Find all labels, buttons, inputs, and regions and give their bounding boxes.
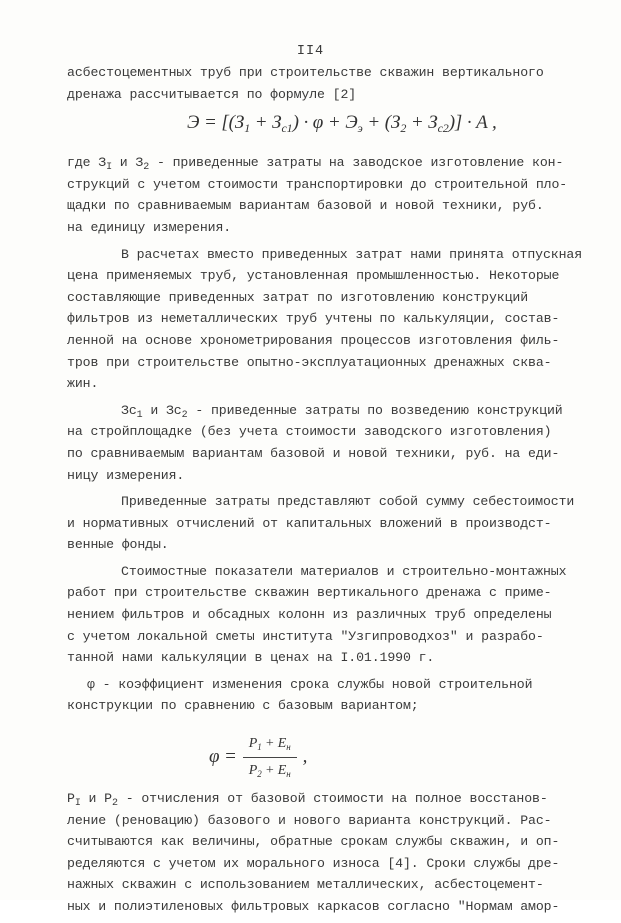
paragraph <box>67 788 572 918</box>
text-run: ление (реновацию) базового и нового варианта конструкций. Рас- <box>67 812 552 828</box>
cost-formula <box>67 110 572 152</box>
text-line <box>67 62 572 84</box>
text-line <box>67 84 572 106</box>
text-line <box>67 244 583 266</box>
text-run: тров при строительстве опытно-эксплуатационных дренажных сква- <box>67 354 552 370</box>
subscript: I <box>74 798 81 810</box>
text-run: цена применяемых труб, установленная промышленностью. Некоторые <box>67 268 560 284</box>
text-line <box>67 352 572 374</box>
subscript: I <box>106 162 112 174</box>
text-line <box>67 400 572 422</box>
text-line <box>67 788 572 810</box>
paragraph <box>67 491 575 556</box>
text-line <box>67 626 572 648</box>
formula-tail: , <box>302 746 308 768</box>
document-body <box>67 62 583 923</box>
text-line <box>67 308 572 330</box>
paragraph <box>67 152 572 238</box>
subscript: 2 <box>143 162 150 174</box>
subscript: c2 <box>437 121 449 136</box>
subscript: 1 <box>244 121 251 136</box>
subscript: н <box>286 741 291 752</box>
text-line <box>67 443 572 465</box>
text-line <box>67 195 572 217</box>
text-run: фильтров из неметаллических труб учтены по калькуляции, состав- <box>67 311 560 327</box>
text-run: P <box>248 762 258 778</box>
text-line <box>67 810 572 832</box>
text-run: на единицу измерения. <box>67 219 232 235</box>
text-line <box>67 491 575 513</box>
text-run: - приведенные затраты на заводское изготовление кон- <box>149 155 564 171</box>
text-run: асбестоцементных труб при строительстве скважин вертикального <box>67 65 544 80</box>
paragraph <box>67 62 572 105</box>
text-run: нажных скважин с использованием металлических, асбестоцемент- <box>67 877 544 893</box>
text-line <box>67 465 572 487</box>
fraction-denominator <box>243 758 297 782</box>
text-run: на стройплощадке (без учета стоимости заводского изготовления) <box>67 424 552 440</box>
text-run: φ - коэффициент изменения срока службы новой строительной <box>87 676 533 692</box>
text-run: + З <box>406 112 438 134</box>
text-run: ленной на основе хронометрирования процессов изготовления филь- <box>67 332 560 348</box>
text-line <box>67 896 572 918</box>
text-line <box>67 287 572 309</box>
text-run: ных и полиэтиленовых фильтровых каркасов согласно "Нормам амор- <box>67 899 560 914</box>
subscript: c1 <box>281 121 293 136</box>
text-line <box>67 534 572 556</box>
text-line <box>67 174 572 196</box>
text-line <box>67 582 572 604</box>
text-run: ределяются с учетом их морального износа [4]. Сроки службы дре- <box>67 855 560 871</box>
text-run: и P <box>80 791 112 807</box>
formula-lhs: φ = <box>209 746 237 768</box>
text-run: считываются как величины, обратные срокам службы скважин, и оп- <box>67 834 560 850</box>
text-run: конструкции по сравнению с базовым вариантом; <box>67 698 419 714</box>
page-number: II4 <box>296 44 325 59</box>
text-run: по сравниваемым вариантам базовой и новой техники, руб. на еди- <box>67 445 560 461</box>
text-line <box>67 674 572 696</box>
text-run: и З <box>111 155 144 171</box>
text-line <box>67 330 572 352</box>
text-run: танной нами калькуляции в ценах на I.01.1990 г. <box>67 650 435 666</box>
text-line <box>67 373 572 395</box>
paragraph-gap <box>67 918 572 923</box>
subscript: э <box>357 121 363 136</box>
text-run: )] · A , <box>448 112 497 134</box>
subscript: н <box>286 768 291 779</box>
text-run: и нормативных отчислений от капитальных вложений в производст- <box>67 515 552 531</box>
fraction-numerator <box>243 733 297 758</box>
text-run: В расчетах вместо приведенных затрат нами принята отпускная <box>121 246 583 262</box>
text-line <box>67 604 572 626</box>
text-run: P <box>67 791 75 807</box>
text-line <box>67 513 572 535</box>
text-line <box>67 831 572 853</box>
subscript: 1 <box>257 741 262 752</box>
text-line <box>67 561 572 583</box>
text-run: + З <box>250 112 282 134</box>
paragraph-gap <box>67 717 572 722</box>
text-run: Приведенные затраты представляют собой сумму себестоимости <box>121 494 575 510</box>
subscript: 1 <box>136 409 143 421</box>
text-run: и Зс <box>142 402 182 418</box>
text-line <box>67 265 572 287</box>
text-line <box>67 853 572 875</box>
text-run: + E <box>261 735 287 751</box>
text-run: работ при строительстве скважин вертикального дренажа с приме- <box>67 585 552 601</box>
text-line <box>67 695 572 717</box>
paragraph <box>67 561 572 669</box>
text-run: щадки по сравниваемым вариантам базовой и новой техники, руб. <box>67 198 544 214</box>
text-line <box>67 647 572 669</box>
text-run: дренажа рассчитывается по формуле [2] <box>67 86 357 102</box>
phi-formula <box>67 726 572 788</box>
text-run: ницу измерения. <box>67 467 185 483</box>
text-run: - приведенные затраты по возведению конструкций <box>187 402 563 418</box>
subscript: 2 <box>257 768 262 779</box>
text-run: Зс <box>121 402 137 418</box>
fraction <box>243 733 297 781</box>
text-line <box>67 152 572 174</box>
text-run: P <box>248 735 258 751</box>
subscript: 2 <box>181 409 188 421</box>
text-run: составляющие приведенных затрат по изготовлению конструкций <box>67 289 529 305</box>
subscript: 2 <box>112 798 118 810</box>
paragraph <box>67 674 572 717</box>
text-line <box>67 421 572 443</box>
text-run: с учетом локальной сметы института "Узгипроводхоз" и разрабо- <box>67 628 544 644</box>
text-line <box>67 217 572 239</box>
text-run: где З <box>67 155 107 171</box>
text-run: Э = [(З <box>187 112 245 134</box>
paragraph <box>67 244 583 395</box>
text-run: нением фильтров и обсадных колонн из различных труб определены <box>67 607 552 623</box>
text-run: + E <box>261 762 287 778</box>
paragraph <box>67 400 572 486</box>
text-run: - отчисления от базовой стоимости на полное восстанов- <box>117 791 548 807</box>
text-run: жин. <box>67 376 99 392</box>
text-line <box>67 874 572 896</box>
text-run: ) · φ + Э <box>292 112 358 134</box>
text-run: + (З <box>362 112 401 134</box>
text-run: венные фонды. <box>67 537 169 553</box>
text-run: Стоимостные показатели материалов и строительно-монтажных <box>121 563 567 579</box>
subscript: 2 <box>400 121 407 136</box>
text-run: струкций с учетом стоимости транспортировки до строительной пло- <box>67 176 568 192</box>
